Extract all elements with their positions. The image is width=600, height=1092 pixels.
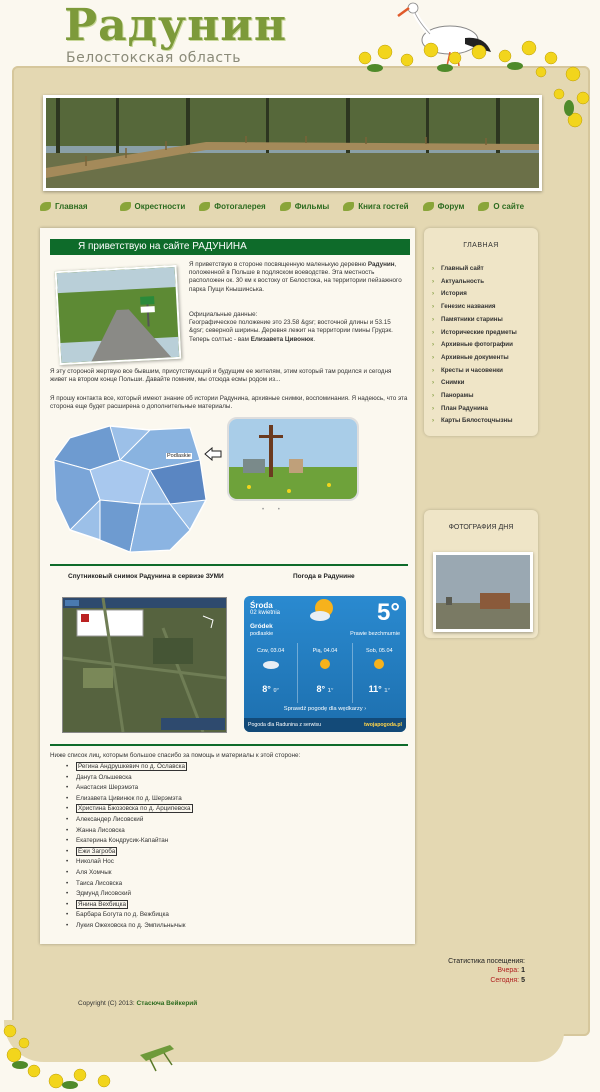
flowers-decoration-bottom [0, 1015, 200, 1092]
site-subtitle: Белостокская область [66, 50, 242, 66]
nav-forum[interactable] [423, 197, 465, 215]
thanks-list-item [66, 847, 193, 858]
thanks-name: Эдмунд Лисовский [76, 890, 132, 898]
boardwalk-landscape-image [46, 98, 539, 188]
thanks-name: Барбара Богута по д. Вежбицка [76, 911, 169, 919]
thanks-name: Елизавета Цивинюк по д. Шерэмэта [76, 794, 182, 802]
intro-text-2: , положенной в Польше в подляском воеводстве. Эта местность расположен ок. 30 км к востоку от Белостока, на территории пейзажного парка Пущи Кнышинська. [189, 261, 402, 293]
stats-today-value: 5 [521, 976, 525, 984]
cross-image [229, 419, 357, 499]
forecast-label: Pią, 04.04 [312, 648, 338, 654]
thanks-list-item [66, 783, 193, 794]
official-text: Географическое положение это 23.58 &gsr; восточной длины и 53.15 &gsr; северной ширины. Деревня лежит на территории гмины Грудэк. Теперь солтыс - вам [189, 319, 393, 343]
village-sign-photo [55, 265, 182, 365]
sidebar-item[interactable]: › Архивные фотографии [432, 339, 517, 352]
thanks-list-item [66, 826, 193, 837]
sidebar-menu-list [432, 263, 517, 428]
forecast-high: 11° [368, 684, 382, 694]
divider [50, 744, 408, 746]
weather-source-text: Pogoda dla Radunina z serwisu [248, 722, 321, 728]
copyright [78, 1000, 197, 1007]
sidebar-item[interactable]: › Генезис названия [432, 301, 517, 314]
leaf-icon [40, 202, 51, 211]
thanks-name: Александер Лисовский [76, 815, 144, 823]
satellite-map-widget[interactable] [62, 597, 227, 733]
sun-icon [315, 657, 335, 671]
photo-of-day-title: ФОТОГРАФИЯ ДНЯ [448, 524, 514, 531]
nav-label: Фотогалерея [214, 201, 266, 211]
sidebar-item[interactable]: › Исторические предметы [432, 327, 517, 340]
sidebar-item[interactable]: › Памятники старины [432, 314, 517, 327]
sidebar-item[interactable]: › Главный сайт [432, 263, 517, 276]
thanks-name: Жанна Лисовска [76, 826, 125, 834]
nav-label: Форум [437, 201, 465, 211]
leaf-icon [423, 202, 434, 211]
stats-yesterday-value: 1 [521, 967, 525, 975]
forecast-low: 1° [327, 688, 334, 694]
nav-gallery[interactable] [199, 197, 265, 215]
visit-stats [435, 957, 525, 985]
thanks-name: Христина Бжозовска по д. Арципевска [78, 805, 191, 813]
thanks-intro: Ниже список лиц, которым большое спасибо за помощь и материалы к этой стороне: [50, 752, 301, 759]
leaf-icon [199, 202, 210, 211]
weather-date: 02 kwietnia [250, 610, 281, 616]
nav-guestbook[interactable] [343, 197, 408, 215]
sidebar-item[interactable]: › Архивные документы [432, 352, 517, 365]
thanks-name: Екатерина Кондрусик-Капайтан [76, 837, 169, 845]
nav-label: Книга гостей [358, 201, 409, 211]
weather-condition: Prawie bezchmurnie [350, 631, 400, 637]
forecast-high: 8° [316, 684, 326, 694]
thanks-list [66, 762, 193, 932]
satellite-caption: Спутниковый снимок Радунина в сервизе ЗУМИ [68, 573, 224, 580]
leaf-icon [478, 202, 489, 211]
official-label: Официальные данные: [189, 311, 258, 318]
thanks-name: Аля Хомчык [76, 868, 112, 876]
forecast-label: Czw, 03.04 [257, 648, 285, 654]
leaf-icon [120, 202, 131, 211]
main-nav [40, 197, 540, 215]
thanks-list-item [66, 804, 193, 815]
weather-region: podlaskie [250, 631, 274, 637]
contact-paragraph: Я прошу контакта все, который имеют знание об истории Радунина, архивные снимки, воспоминания. Я надеюсь, что эта сторона еще будет расширена о дополнительные материалы. [50, 395, 408, 411]
header-banner-photo [43, 95, 542, 191]
forecast-day-2 [298, 643, 352, 703]
weather-day: Środa [250, 601, 273, 610]
nav-films[interactable] [280, 197, 330, 215]
official-data-paragraph: Официальные данные: Географическое положение это 23.58 &gsr; восточной длины и 53.15 &gsr; северной ширины. Деревня лежит на территории гмины Грудэк. Теперь солтыс - вам Елизавета Цивонюк. [189, 311, 404, 344]
stats-today-label: Сегодня: [490, 976, 520, 984]
thanks-name: Анастасия Шерэмэта [76, 784, 139, 792]
forecast-day-3 [353, 643, 406, 703]
podlaskie-label: Podlaskie [167, 453, 191, 459]
forecast-low: 1° [384, 688, 391, 694]
sidebar-item[interactable]: › История [432, 288, 517, 301]
welcome-heading: Я приветствую на сайте РАДУНИНА [50, 239, 410, 255]
nav-label: Фильмы [294, 201, 330, 211]
stats-title: Статистика посещения: [448, 958, 525, 965]
field-wagon-image [436, 555, 530, 629]
dedication-paragraph: Я эту стороной жертвую все бывшим, присутствующий и будущим ее жителям, этим который там родился и сегодня живет на втором конце Польши. Давайте помним, мы отсюда есмы родом из... [50, 368, 392, 384]
arrow-left-icon[interactable] [203, 447, 223, 461]
thanks-name: Ежи Загроба [78, 847, 116, 855]
thanks-name: Николай Нос [76, 858, 114, 866]
sidebar-item[interactable]: › Актуальность [432, 276, 517, 289]
weather-widget[interactable] [244, 596, 406, 732]
cloud-icon [261, 657, 281, 671]
soltys-name: Елизавета Цивонюк [250, 335, 314, 343]
thanks-name: Лукия Ожеховска по д. Эмпильнычык [76, 921, 186, 929]
thanks-list-item [66, 857, 193, 868]
copyright-text: Copyright (C) 2013: [78, 1000, 135, 1007]
thanks-list-item [66, 773, 193, 784]
thanks-name: Данута Ольшевска [76, 773, 132, 781]
sidebar-item[interactable]: › Карты Бялостоцчызны [432, 415, 517, 428]
intro-paragraph [189, 261, 404, 294]
village-name: Радунин [367, 261, 395, 268]
weather-place: Gródek [250, 623, 273, 630]
village-road-image [57, 267, 180, 363]
nav-about[interactable] [478, 197, 524, 215]
nav-label: Окрестности [134, 201, 186, 211]
nav-home[interactable] [40, 197, 88, 215]
weather-check-link[interactable]: Sprawdź pogodę dla wędkarzy › [283, 706, 367, 712]
weather-temp: 5° [377, 599, 400, 626]
thanks-list-item [66, 910, 193, 921]
nav-label: О сайте [493, 201, 525, 211]
nav-label: Главная [55, 201, 88, 211]
sun-icon [369, 657, 389, 671]
nav-surroundings[interactable] [120, 197, 186, 215]
poland-map [50, 420, 210, 560]
divider [50, 564, 408, 566]
thanks-list-item [66, 921, 193, 932]
leaf-icon [343, 202, 354, 211]
leaf-icon [280, 202, 291, 211]
thanks-list-item [66, 836, 193, 847]
stats-yesterday-label: Вчера: [497, 967, 520, 975]
weather-brand-link[interactable]: twojapogoda.pl [363, 722, 402, 728]
cross-photo-slideshow[interactable] [227, 417, 359, 501]
author-link[interactable]: Стасюча Вейкерий [136, 1000, 198, 1007]
thanks-list-item [66, 889, 193, 900]
sidebar-item[interactable]: › Панорамы [432, 390, 517, 403]
photo-of-day-image[interactable] [433, 552, 533, 632]
weather-caption: Погода в Радунине [293, 573, 355, 580]
thanks-list-item [66, 762, 193, 773]
sidebar-item[interactable]: › Снимки [432, 377, 517, 390]
intro-text-1: Я приветствую в стороне посвященную маленькую деревню [189, 261, 367, 268]
thanks-list-item [66, 868, 193, 879]
thanks-name: Таиса Лисовска [76, 879, 123, 887]
thanks-name: Регина Андрушкевич по д. Ославска [78, 763, 186, 770]
sun-cloud-icon [306, 596, 340, 624]
thanks-list-item [66, 879, 193, 890]
thanks-name: Янина Вехбицка [78, 900, 127, 908]
forecast-row [244, 643, 406, 703]
slideshow-dots[interactable]: • • [262, 507, 286, 513]
sidebar-item[interactable]: › Кресты и часовенки [432, 365, 517, 378]
site-title: Радунин [64, 0, 288, 51]
sidebar-item[interactable]: › План Радунина [432, 403, 517, 416]
weather-footer [244, 718, 406, 732]
forecast-high: 8° [262, 684, 271, 694]
thanks-list-item [66, 815, 193, 826]
forecast-day-1 [244, 643, 298, 703]
forecast-low: 0° [273, 688, 280, 694]
thanks-list-item [66, 900, 193, 911]
forecast-label: Sob, 05.04 [366, 648, 393, 654]
satellite-map-image [63, 598, 226, 732]
thanks-list-item [66, 794, 193, 805]
sidebar-menu-title: ГЛАВНАЯ [463, 242, 499, 249]
